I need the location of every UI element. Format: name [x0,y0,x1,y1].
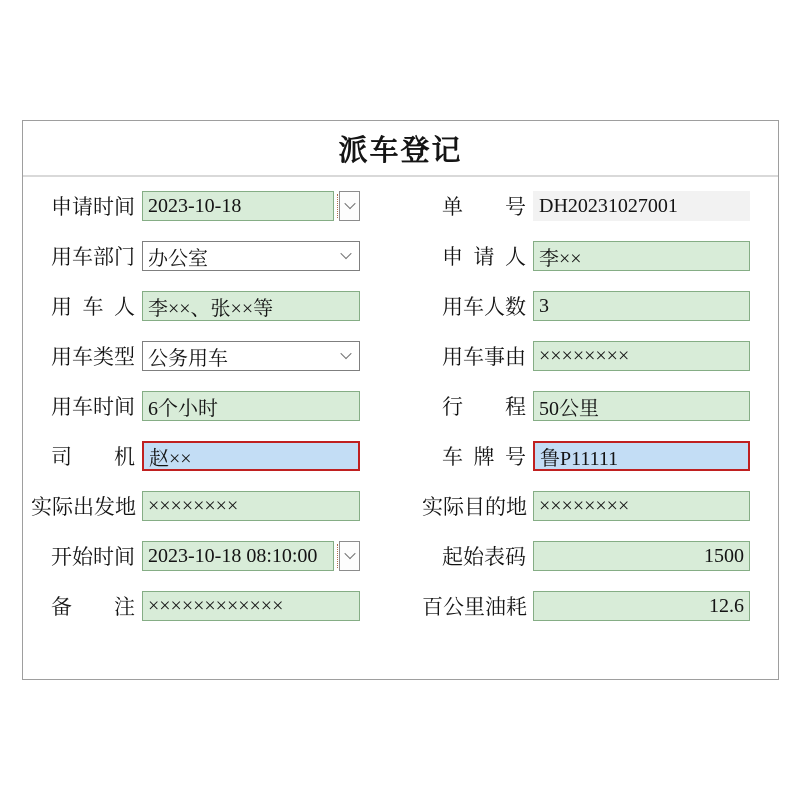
duration-input[interactable]: 6个小时 [142,391,360,421]
reason-label: 用车事由 [442,345,526,369]
field-button-divider [335,544,338,568]
form-header [23,121,778,177]
vehicle-type-label: 用车类型 [51,345,135,369]
form-row [31,241,750,271]
actual-origin-label: 实际出发地 [31,495,136,519]
chevron-down-icon [344,197,355,208]
passenger-count-input[interactable]: 3 [533,291,750,321]
start-time-label: 开始时间 [51,545,135,569]
plate-no-label: 车牌号 [442,445,526,469]
remark-label: 备注 [51,595,135,619]
form-row [31,491,750,521]
start-time-value[interactable]: 2023-10-18 08:10:00 [142,541,334,571]
plate-no-input[interactable]: 鲁P11111 [533,441,750,471]
start-time-field[interactable] [142,541,360,571]
driver-label: 司机 [51,445,135,469]
form-row [31,291,750,321]
start-time-dropdown-button[interactable] [339,541,360,571]
dept-value: 办公室 [148,247,208,270]
actual-destination-input[interactable]: ×××××××× [533,491,750,521]
form-row [31,341,750,371]
apply-time-label: 申请时间 [51,195,135,219]
dept-select[interactable] [142,241,360,271]
order-no-field: DH20231027001 [533,191,750,221]
remark-input[interactable]: ×××××××××××× [142,591,360,621]
dispatch-form-panel [22,120,779,680]
field-button-divider [335,194,338,218]
dept-label: 用车部门 [51,245,135,269]
reason-input[interactable]: ×××××××× [533,341,750,371]
duration-label: 用车时间 [51,395,135,419]
applicant-label: 申请人 [442,245,526,269]
actual-destination-label: 实际目的地 [422,495,527,519]
apply-time-dropdown-button[interactable] [339,191,360,221]
page-title: 派车登记 [338,134,463,167]
fuel-per-100km-input[interactable]: 12.6 [533,591,750,621]
form-row [31,191,750,221]
form-row [31,591,750,621]
fuel-per-100km-label: 百公里油耗 [422,595,527,619]
apply-time-field[interactable] [142,191,360,221]
form-row [31,391,750,421]
passengers-input[interactable]: 李××、张××等 [142,291,360,321]
apply-time-value[interactable]: 2023-10-18 [142,191,334,221]
odometer-start-label: 起始表码 [442,545,526,569]
chevron-down-icon [340,247,351,258]
applicant-input[interactable]: 李×× [533,241,750,271]
passengers-label: 用车人 [51,295,135,319]
chevron-down-icon [344,547,355,558]
vehicle-type-select[interactable] [142,341,360,371]
passenger-count-label: 用车人数 [442,295,526,319]
chevron-down-icon [340,347,351,358]
distance-input[interactable]: 50公里 [533,391,750,421]
form-row [31,541,750,571]
order-no-label: 单号 [442,195,526,219]
vehicle-type-value: 公务用车 [148,347,228,370]
odometer-start-input[interactable]: 1500 [533,541,750,571]
actual-origin-input[interactable]: ×××××××× [142,491,360,521]
distance-label: 行程 [442,395,526,419]
form-row [31,441,750,471]
driver-input[interactable]: 赵×× [142,441,360,471]
